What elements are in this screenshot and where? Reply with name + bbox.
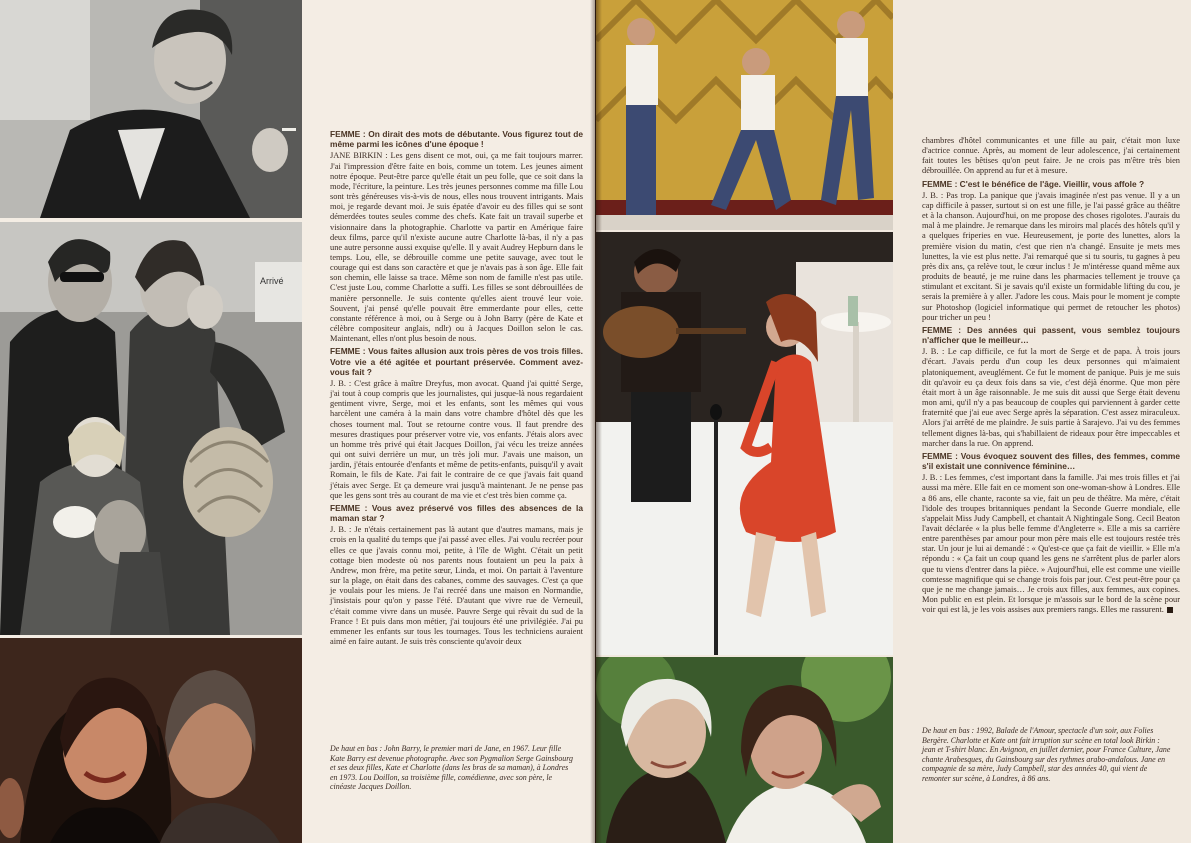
right-page — [596, 0, 1191, 843]
answer-4: J. B. : Pas trop. La panique que j'avais imaginée n'est pas venue. Il y a un cap difficile à passer, surtout si on est une fille, je l'ai passé grâce au théâtre et à la chanson. Aujourd'hui, on me propose des choses rigolotes. J'aurais du mal à me plaindre. Je remarque dans les miroirs mal placés des hôtels qu'il y a quelques friperies en vue. Heureusement, je porte des lunettes, alors la première vision du matin, c'est que rien n'a changé. Ensuite je mets mes lunettes, la vie est plus nette. J'ai remarqué que si tu souris, tu gagnes à peu près dix ans, ça relève tout, le cœur inclus ! Je m'intéresse quand même aux produits de beauté, je me ruine dans les pharmacies tellement je trouve ça stimulant et excitant. Si je savais qu'il existe un formidable lifting du cou, je serais la première à y aller. J'adore les cous. Mais pour le moment je compte sur Photoshop (logiciel informatique qui permet de retoucher les photos) pour tricher un peu ! — [922, 190, 1180, 322]
photo-avignon-concert — [596, 232, 893, 655]
answer-3: J. B. : Je n'étais certainement pas là autant que d'autres mamans, mais je crois en la qualité du temps que j'ai passé avec elles. J'ai voulu recréer pour elles ce que j'avais connu moi, petite, à l'île de Wight. C'était un petit cottage bien modeste où nos parents nous foutaient un peu la paix à Andrew, mon frère, ma petite sœur, Linda, et moi. On partait à l'aventure sur la plage, on était dans des cabanes, comme des sauvages. C'est ça que je voulais pour les miens. Je l'ai recréé dans une maison en Normandie, j'insistais pour qu'on y passe l'été. D'autant que vivre rue de Verneuil, c'était comme vivre dans un musée. Pauvre Serge qui rêvait du sud de la France ! Et puis dans mon métier, j'ai toujours été une privilégiée. J'ai pu emmener les enfants sur tous les tournages. Tous les techniciens auraient aimé en faire autant. Je suis très consciente qu'avoir deux — [330, 525, 583, 646]
spread-gutter — [590, 0, 602, 843]
answer-3-continued: chambres d'hôtel communicantes et une fille au pair, c'était mon luxe d'actrice connue. Après, au moment de leur adolescence, j'ai certainement fait toutes les bêtises qu'on peut faire. Je ne crois pas m'être très bien débrouillée. On apprend au fur et à mesure. — [922, 136, 1180, 176]
judy-campbell-photo-illustration — [596, 657, 893, 843]
answer-6 — [922, 473, 1180, 615]
question-1: FEMME : On dirait des mots de débutante. Vous figurez tout de même parmi les icônes d'une époque ! — [330, 129, 583, 150]
answer-2: J. B. : C'est grâce à maître Dreyfus, mon avocat. Quand j'ai quitté Serge, j'ai tout à coup compris que les journalistes, qui jusque-là nous regardaient gentiment vivre, Serge, moi et les enfants, sont les mêmes qui vous harcèlent une caméra à la main dans votre chambre d'hôtel dès que les choses tournent mal. Tout se retourne contre vous. Il faut prendre des mesures drastiques pour préserver votre vie, vos enfants. J'étais alors avec un homme très privé qui était Jacques Doillon, j'ai vécu les treize années qui ont suivi derrière un mur, un très joli mur. J'avais une maison, un jardin, j'étais entourée d'enfants et même de petits-enfants, puisqu'il y avait Romain, le fils de Kate. J'ai fait le contraire de ce que j'avais fait quand j'étais avec Serge. Et ça demeure vrai jusqu'à maintenant. Je ne pense pas que les gens sont très au courant de ma vie et c'est très bien comme ça. — [330, 378, 583, 500]
avignon-concert-photo-illustration — [596, 232, 893, 655]
left-page — [0, 0, 595, 843]
end-of-article-mark — [1167, 607, 1173, 613]
left-photo-caption — [330, 744, 575, 792]
left-article-column — [330, 129, 583, 649]
photo-gainsbourg-family — [0, 222, 302, 635]
right-article-column — [922, 136, 1180, 617]
question-2: FEMME : Vous faites allusion aux trois pères de vos trois filles. Votre vie a été agitée et pourtant préservée. Comment avez-vous fait ? — [330, 346, 583, 377]
answer-6-text: J. B. : Les femmes, c'est important dans la famille. J'ai mes trois filles et j'ai aussi ma mère. Elle fait en ce moment son one-woman-show à Londres. Elle a 86 ans, elle chante, raconte sa vie, fait un peu de théâtre. Ma mère, c'était l'idole des troupes britanniques pendant la Seconde Guerre mondiale, elle s'appelait Miss Judy Campbell, et chantait A Nightingale Song. Cecil Beaton l'avait déclarée « la plus belle femme d'Angleterre ». Elle a mis sa carrière entre parenthèses par amour pour mon père mais elle est toujours restée très star. Un jour je lui ai demandé : « Qu'est-ce que ça fait de vieillir. » Elle m'a répondu : « Ça fait un coup quand les gens ne s'arrêtent plus de parler alors que tu viens d'entrer dans la pièce. » Aujourd'hui, elle est comme une vieille comtesse magnifique qui se change trois fois par jour. C'est peut-être pour ça que je ne me change jamais… Je crois aux filles, aux femmes, aux copines. Mon public en est plein. Et lorsque je m'assois sur le bord de la scène pour voir qui est là, je les vois assises aux premiers rangs. Elles me rassurent. — [922, 473, 1180, 615]
photo-lou-doillon — [0, 638, 302, 843]
lou-doillon-photo-illustration — [0, 638, 302, 843]
photo-judy-campbell — [596, 657, 893, 843]
question-3: FEMME : Vous avez préservé vos filles des absences de la maman star ? — [330, 502, 583, 524]
stage-dance-photo-illustration — [596, 0, 893, 230]
answer-1: JANE BIRKIN : Les gens disent ce mot, oui, ça me fait toujours marrer. J'ai l'impression d'être faite en bois, comme un totem. Les jeunes aiment notre époque. Peut-être parce qu'elle était un peu folle, que ce soit dans la mode, l'écriture, la peinture. Les très jeunes personnes comme ma fille Lou sont très généreuses vis-à-vis de nous, elles nous trouvent intrigants. Mais moi, je regarde devant moi. Je suis épatée d'avoir eu des filles qui se sont démerdées toutes seules comme des chefs. Kate fait un travail superbe et visionnaire dans la photographie. Charlotte va partir en Amérique faire deux films, parce qu'il n'existe aucune autre Charlotte là-bas, il n'y a pas une autre personne aussi exquise qu'elle. Il y avait Audrey Hepburn dans le temps. Lou, elle, se débrouille comme une petite sauvage, avec tout le courage qui est dans son caractère et que je n'avais pas à son âge. Elle fait son chemin, elle laisse sa trace. Même son nom de famille n'est pas utile. C'est juste Lou, comme Charlotte a suffi. Les filles se sont débrouillées de manière personnelle. Je suis contente qu'elles aient trouvé leur voie. Souvent, j'ai pensé qu'elle pouvait être emmerdante pour elles, cette constante référence à moi, ou à Serge ou à John Barry (père de Kate et célèbre compositeur anglais, ndlr) ou à Jacques Doillon selon le cas. Maintenant, elles n'ont plus besoin de nous. — [330, 151, 583, 344]
question-6: FEMME : Vous évoquez souvent des filles, des femmes, comme s'il existait une connivence féminine… — [922, 450, 1180, 472]
question-5: FEMME : Des années qui passent, vous semblez toujours n'afficher que le meilleur… — [922, 324, 1180, 346]
answer-5: J. B. : Le cap difficile, ce fut la mort de Serge et de papa. À trois jours d'écart. J'avais perdu d'un coup les deux personnes qui m'aimaient platoniquement, aveuglément. Ce fut le moment de panique. Puis je me suis dit qu'avoir eu ça deux fois dans sa vie, c'est déjà énorme. Que mon père était mort à un âge raisonnable. Je me suis dit aussi que Serge était devenu mon ami, qu'il n'y a pas beaucoup de couples qui parviennent à garder cette fraternité que j'ai eue avec Serge après la séparation. C'est assez miraculeux. Alors j'ai arrêté de me plaindre. Je suis partie à Sarajevo. J'ai vu des femmes tellement dignes là-bas, qui s'habillaient de rideaux pour être impeccables et marcher dans la rue. On apprend. — [922, 347, 1180, 448]
arrivals-sign-text: Arrivé — [260, 276, 284, 286]
question-4: FEMME : C'est le bénéfice de l'âge. Vieillir, vous affole ? — [922, 178, 1145, 189]
photo-folies-bergere-stage — [596, 0, 893, 230]
family-photo-illustration — [0, 222, 302, 635]
john-barry-photo-illustration — [0, 0, 302, 218]
left-caption-text: De haut en bas : John Barry, le premier mari de Jane, en 1967. Leur fille Kate Barry est devenue photographe. Avec son Pygmalion Serge Gainsbourg et ses deux filles, Kate et Charlotte (dans les bras de sa maman), à Londres en 1973. Lou Doillon, sa troisième fille, comédienne, avec son père, le cinéaste Jacques Doillon. — [330, 744, 573, 792]
photo-john-barry — [0, 0, 302, 218]
right-caption-text: De haut en bas : 1992, Balade de l'Amour, spectacle d'un soir, aux Folies Bergère. Charlotte et Kate ont fait irruption sur scène en total look Birkin : jean et T-shirt blanc. En Avignon, en juillet dernier, pour France Culture, Jane chante Arabesques, du Gainsbourg sur des rythmes arabo-andalous. Jane en compagnie de sa mère, Judy Campbell, star des années 40, qui vient de remonter sur scène, à Londres, à 86 ans. — [922, 726, 1171, 783]
right-photo-caption — [922, 726, 1174, 784]
